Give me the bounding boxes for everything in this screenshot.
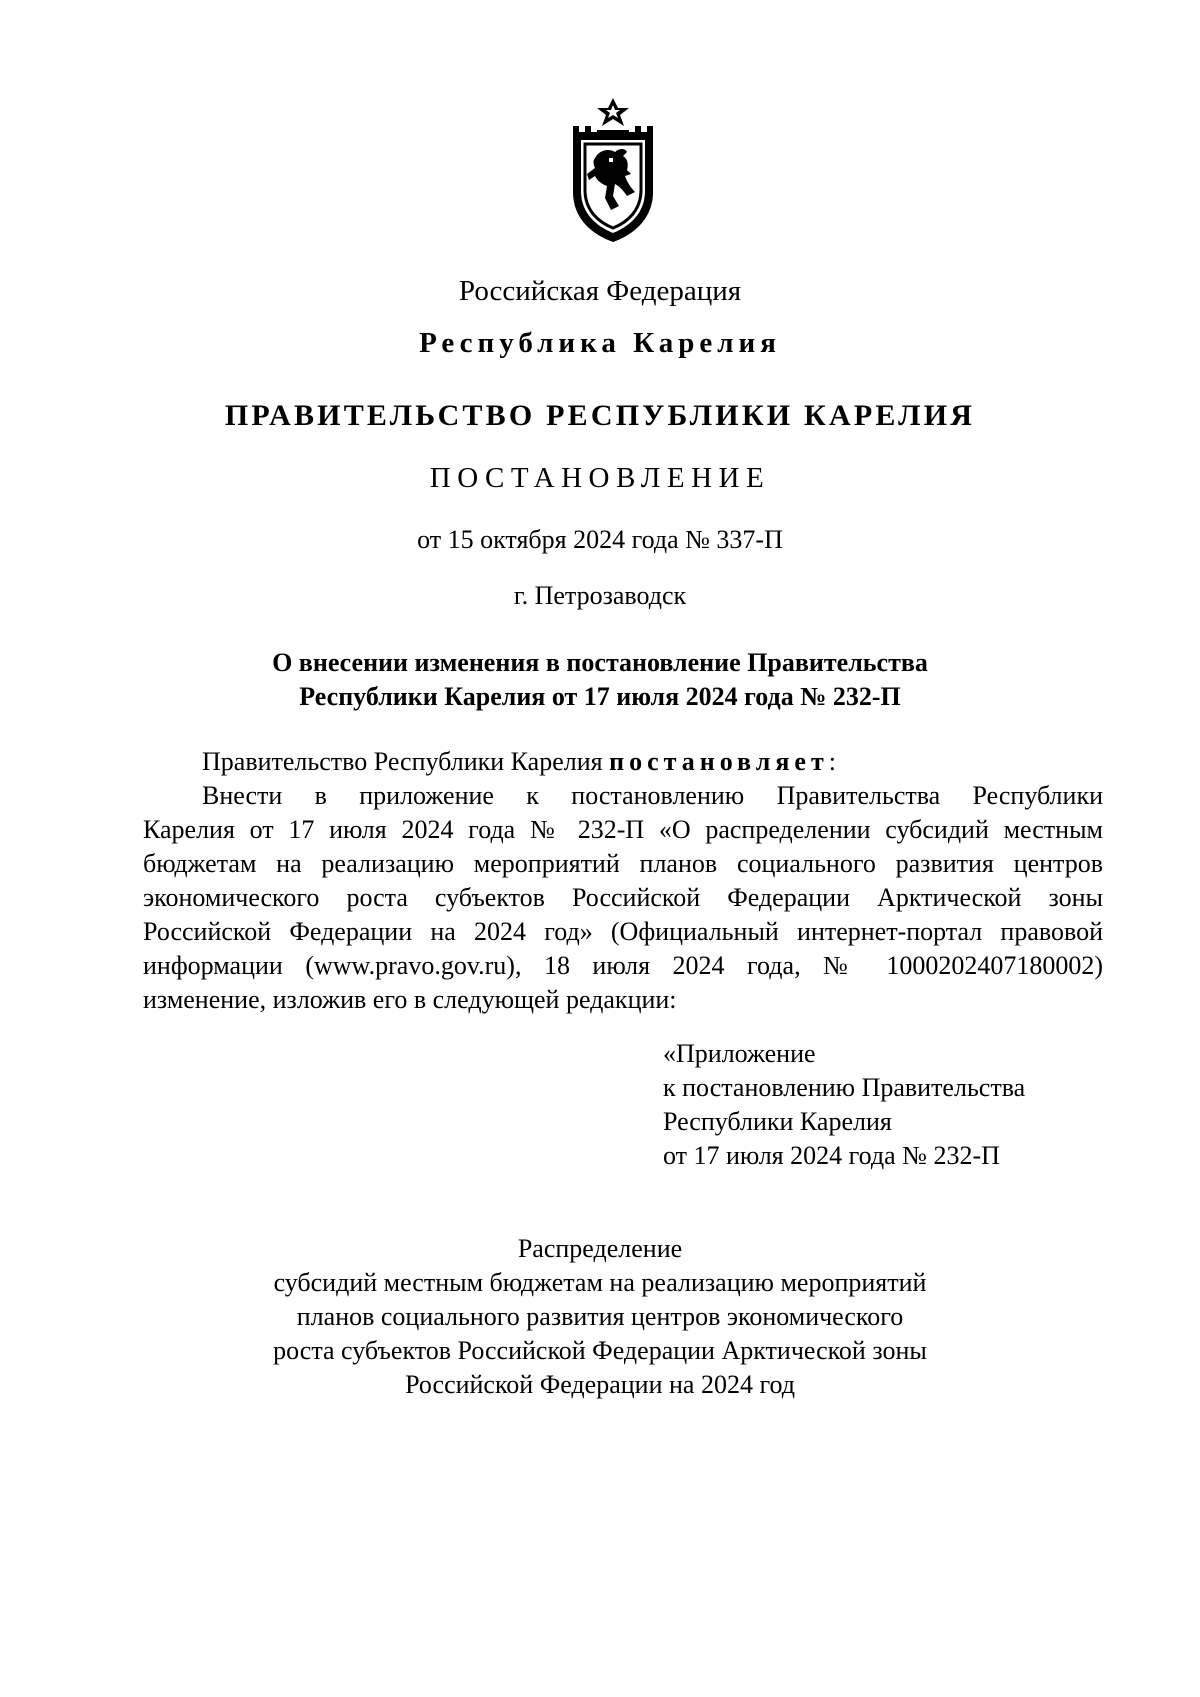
paragraph-line: информации (www.pravo.gov.ru), 18 июля 2024 года, № 1000202407180002) xyxy=(143,951,1103,980)
document-type: ПОСТАНОВЛЕНИЕ xyxy=(429,462,771,494)
distribution-title: Распределение xyxy=(517,1234,683,1263)
government-title: ПРАВИТЕЛЬСТВО РЕСПУБЛИКИ КАРЕЛИЯ xyxy=(224,399,976,432)
paragraph-line: изменение, изложив его в следующей редакции: xyxy=(143,985,677,1014)
attachment-line: к постановлению Правительства xyxy=(663,1073,1026,1102)
attachment-line: от 17 июля 2024 года № 232-П xyxy=(663,1141,1000,1170)
federation-title: Российская Федерация xyxy=(458,275,742,307)
distribution-line: планов социального развития центров экономического xyxy=(296,1302,904,1331)
attachment-block xyxy=(663,1037,1025,1173)
document-city: г. Петрозаводск xyxy=(513,581,687,610)
main-paragraph xyxy=(143,779,1103,1017)
subject-line-2: Республики Карелия от 17 июля 2024 года № 232-П xyxy=(299,682,901,711)
subject-line-1: О внесении изменения в постановление Правительства xyxy=(272,648,928,677)
preamble xyxy=(143,745,1103,779)
attachment-line: «Приложение xyxy=(663,1039,816,1068)
attachment-line: Республики Карелия xyxy=(663,1107,892,1136)
preamble-verb: постановляет xyxy=(609,747,829,776)
distribution-line: Российской Федерации на 2024 год xyxy=(405,1370,795,1399)
paragraph-line: бюджетам на реализацию мероприятий планов социального развития центров xyxy=(143,849,1103,878)
preamble-text: Правительство Республики Карелия xyxy=(202,747,610,776)
distribution-line: роста субъектов Российской Федерации Арктической зоны xyxy=(273,1336,927,1365)
distribution-line: субсидий местным бюджетам на реализацию мероприятий xyxy=(273,1268,927,1297)
paragraph-line: Российской Федерации на 2024 год» (Официальный интернет-портал правовой xyxy=(143,917,1103,946)
paragraph-line: экономического роста субъектов Российской Федерации Арктической зоны xyxy=(143,883,1103,912)
distribution-heading xyxy=(0,1232,1200,1402)
karelia-coat-of-arms-icon xyxy=(565,96,661,244)
document-date-number: от 15 октября 2024 года № 337-П xyxy=(417,525,783,554)
paragraph-line: Внести в приложение к постановлению Правительства Республики xyxy=(202,781,1103,810)
paragraph-line: Карелия от 17 июля 2024 года № 232-П «О распределении субсидий местным xyxy=(143,815,1103,844)
preamble-colon: : xyxy=(828,747,836,776)
republic-title: Республика Карелия xyxy=(419,327,781,359)
